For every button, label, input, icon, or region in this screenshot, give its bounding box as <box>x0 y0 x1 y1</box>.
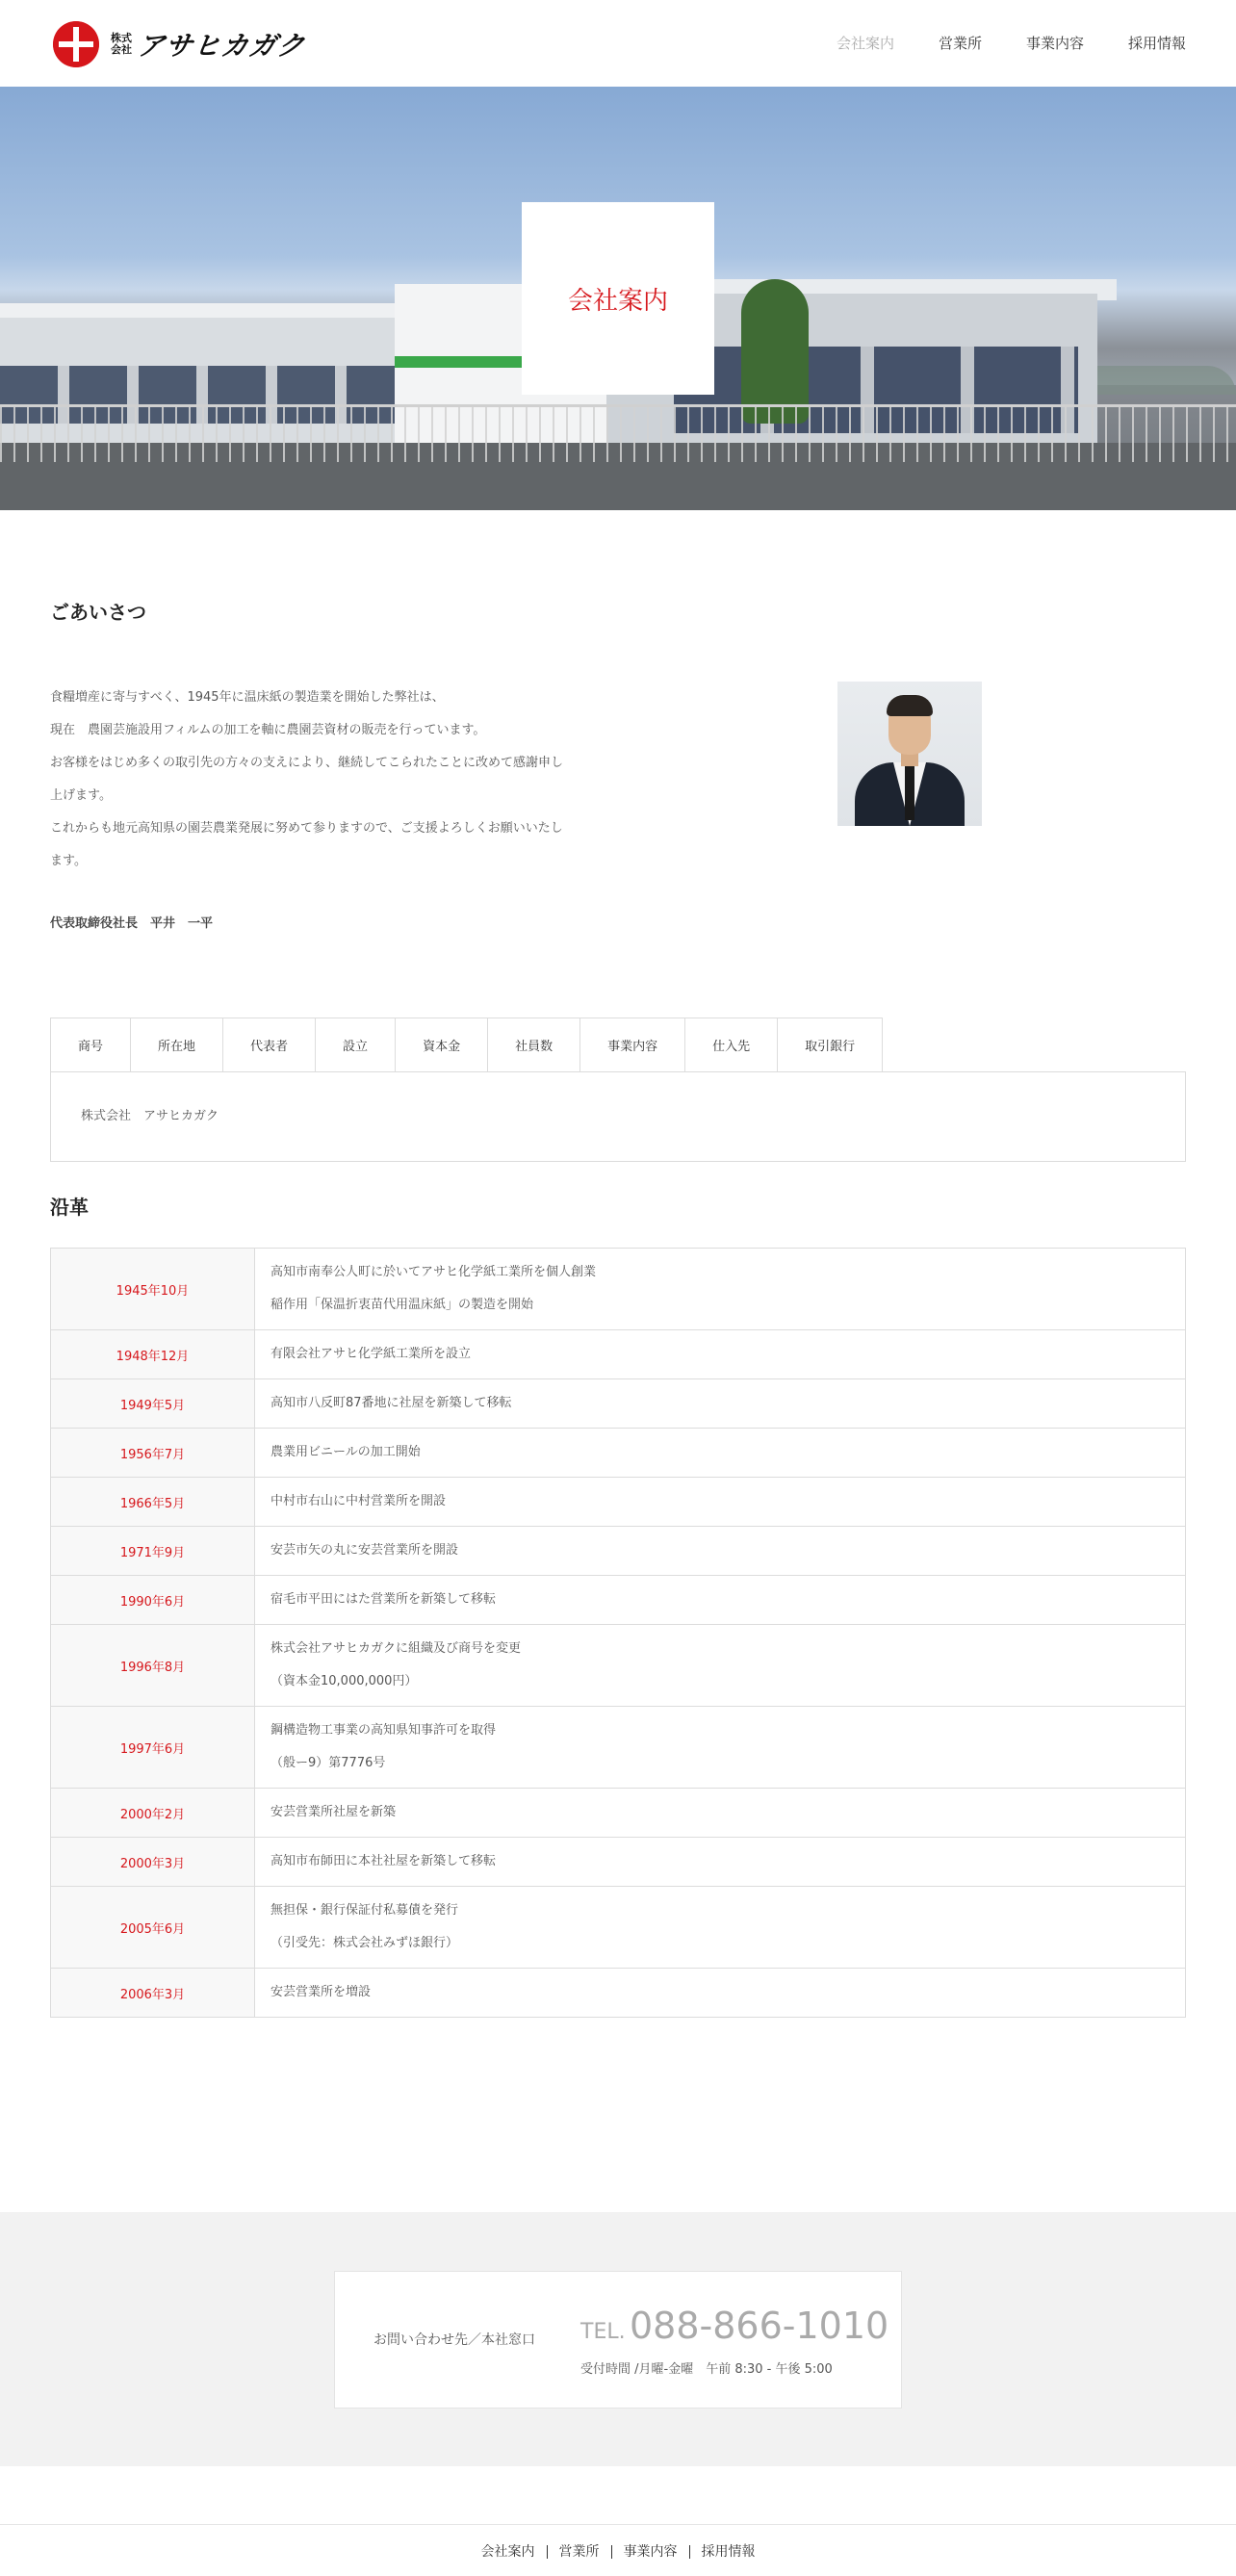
history-description: 株式会社アサヒカガクに組織及び商号を変更 （資本金10,000,000円） <box>255 1625 1186 1707</box>
tab-trade-name[interactable]: 商号 <box>50 1018 131 1072</box>
history-date: 2000年2月 <box>51 1789 255 1838</box>
history-description: 安芸営業所社屋を新築 <box>255 1789 1186 1838</box>
footer-link-offices[interactable]: 営業所 <box>547 2545 611 2559</box>
history-description: 高知市南奉公人町に於いてアサヒ化学紙工業所を個人創業 稲作用「保温折衷苗代用温床紙」の製造を開始 <box>255 1249 1186 1330</box>
site-header <box>0 0 1236 87</box>
tab-suppliers[interactable]: 仕入先 <box>685 1018 778 1072</box>
tree-image <box>741 279 809 424</box>
hero-title-box <box>522 202 714 395</box>
history-date: 1996年8月 <box>51 1625 255 1707</box>
site-logo[interactable] <box>53 21 308 67</box>
history-date: 1997年6月 <box>51 1707 255 1789</box>
tab-content-text: 株式会社 アサヒカガク <box>81 1109 219 1123</box>
footer-nav <box>0 2545 1236 2559</box>
nav-item-company[interactable]: 会社案内 <box>836 35 894 52</box>
phone-number-link[interactable]: 088-866-1010 <box>630 2305 889 2347</box>
history-description: 有限会社アサヒ化学紙工業所を設立 <box>255 1330 1186 1379</box>
logo-text: アサヒカガク <box>135 30 308 62</box>
tab-employees[interactable]: 社員数 <box>488 1018 580 1072</box>
table-row <box>51 1429 1186 1478</box>
footer-link-business[interactable]: 事業内容 <box>611 2545 689 2559</box>
table-row <box>51 1838 1186 1887</box>
company-profile-tabs <box>50 1018 883 1072</box>
history-description: 高知市布師田に本社社屋を新築して移転 <box>255 1838 1186 1887</box>
history-date: 1948年12月 <box>51 1330 255 1379</box>
logo-mark-icon <box>53 21 99 67</box>
business-hours: 受付時間 /月曜-金曜 午前 8:30 - 午後 5:00 <box>580 2362 833 2377</box>
logo-company-type: 株式 会社 <box>111 32 132 56</box>
table-row <box>51 1576 1186 1625</box>
table-row <box>51 1887 1186 1969</box>
history-date: 2000年3月 <box>51 1838 255 1887</box>
tab-panel <box>50 1071 1186 1162</box>
history-description: 高知市八反町87番地に社屋を新築して移転 <box>255 1379 1186 1429</box>
footer-link-company[interactable]: 会社案内 <box>480 2544 535 2560</box>
tab-established[interactable]: 設立 <box>316 1018 396 1072</box>
history-description: 中村市右山に中村営業所を開設 <box>255 1478 1186 1527</box>
nav-item-business[interactable]: 事業内容 <box>1025 35 1084 52</box>
history-date: 1945年10月 <box>51 1249 255 1330</box>
history-date: 2005年6月 <box>51 1887 255 1969</box>
table-row <box>51 1625 1186 1707</box>
history-description: 安芸営業所を増設 <box>255 1969 1186 2018</box>
page-title: 会社案内 <box>567 286 668 316</box>
table-row <box>51 1249 1186 1330</box>
contact-label: お問い合わせ先／本社窓口 <box>373 2332 535 2348</box>
tab-capital[interactable]: 資本金 <box>396 1018 488 1072</box>
contact-section <box>0 2212 1236 2466</box>
history-date: 1971年9月 <box>51 1527 255 1576</box>
table-row <box>51 1969 1186 2018</box>
table-row <box>51 1379 1186 1429</box>
history-date: 1949年5月 <box>51 1379 255 1429</box>
history-table <box>50 1248 1186 2018</box>
history-description: 農業用ビニールの加工開始 <box>255 1429 1186 1478</box>
history-date: 1956年7月 <box>51 1429 255 1478</box>
history-description: 無担保・銀行保証付私募債を発行 （引受先：株式会社みずほ銀行） <box>255 1887 1186 1969</box>
tab-banks[interactable]: 取引銀行 <box>778 1018 883 1072</box>
history-date: 1990年6月 <box>51 1576 255 1625</box>
tab-business[interactable]: 事業内容 <box>580 1018 685 1072</box>
table-row <box>51 1330 1186 1379</box>
president-signature: 代表取締役社長 平井 一平 <box>50 916 214 931</box>
table-row <box>51 1789 1186 1838</box>
greeting-message: 食糧増産に寄与すべく、1945年に温床紙の製造業を開始した弊社は、 現在 農園芸施設用フィルムの加工を軸に農園芸資材の販売を行っています。 お客様をはじめ多くの取引先の方々の支えにより、継続してこられたことに改めて感謝申し 上げます。 これからも地元高知県の園芸農業発展に努めて参りますので、ご支援よろしくお願いいたし ます。 <box>50 690 564 868</box>
president-photo <box>837 682 982 826</box>
table-row <box>51 1478 1186 1527</box>
history-date: 1966年5月 <box>51 1478 255 1527</box>
contact-box <box>334 2271 902 2409</box>
nav-item-offices[interactable]: 営業所 <box>938 35 982 52</box>
footer-divider <box>0 2524 1236 2525</box>
table-row <box>51 1527 1186 1576</box>
history-description: 安芸市矢の丸に安芸営業所を開設 <box>255 1527 1186 1576</box>
history-description: 鋼構造物工事業の高知県知事許可を取得 （般ー9）第7776号 <box>255 1707 1186 1789</box>
greeting-heading: ごあいさつ <box>50 601 146 624</box>
tab-address[interactable]: 所在地 <box>131 1018 223 1072</box>
history-date: 2006年3月 <box>51 1969 255 2018</box>
footer-link-recruit[interactable]: 採用情報 <box>689 2545 767 2559</box>
nav-item-recruit[interactable]: 採用情報 <box>1127 35 1186 52</box>
history-heading: 沿革 <box>50 1196 89 1219</box>
tel-prefix: TEL. <box>580 2320 626 2344</box>
table-row <box>51 1707 1186 1789</box>
main-nav <box>837 33 1186 53</box>
fence-image <box>0 404 1236 462</box>
tab-representative[interactable]: 代表者 <box>223 1018 316 1072</box>
history-description: 宿毛市平田にはた営業所を新築して移転 <box>255 1576 1186 1625</box>
